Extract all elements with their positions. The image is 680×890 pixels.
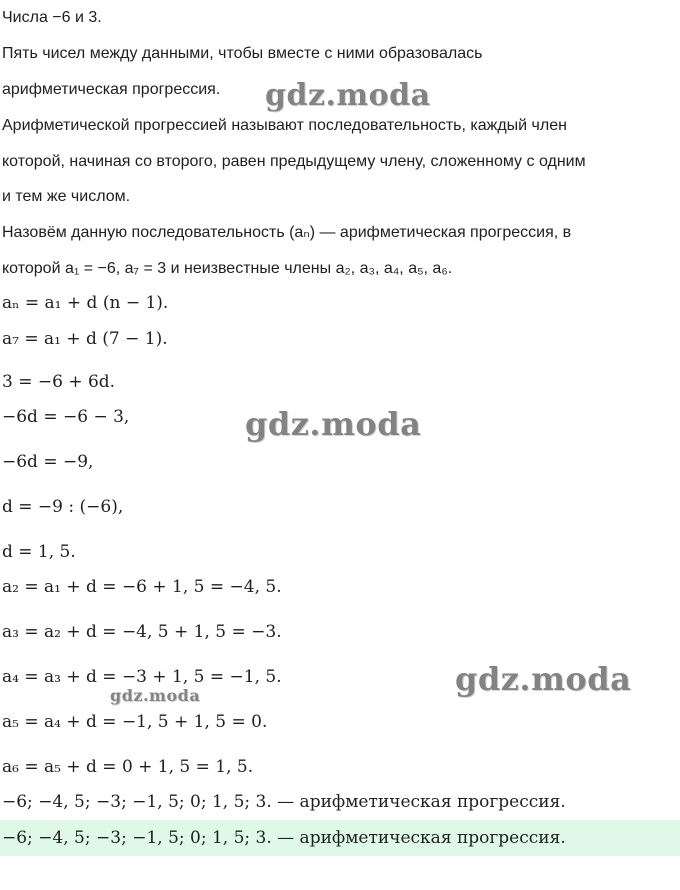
watermark-logo: gdz.moda	[455, 660, 632, 698]
text-line: и тем же числом.	[2, 188, 131, 205]
text-line: которой, начиная со второго, равен предыдущему члену, сложенному с одним	[2, 153, 586, 170]
text-line: Пять чисел между данными, чтобы вместе с ними образовалась	[2, 45, 483, 62]
text-line: Назовём данную последовательность (aₙ) — арифметическая прогрессия, в	[2, 224, 572, 241]
text-line: которой a₁ = −6, a₇ = 3 и неизвестные члены a₂, a₃, a₄, a₅, a₆.	[2, 260, 453, 277]
text-line: арифметическая прогрессия.	[2, 81, 221, 98]
formula-line: −6d = −9,	[2, 452, 94, 472]
formula-line: d = 1, 5.	[2, 542, 76, 562]
formula-line: a₂ = a₁ + d = −6 + 1, 5 = −4, 5.	[2, 577, 282, 597]
formula-line: a₃ = a₂ + d = −4, 5 + 1, 5 = −3.	[2, 622, 282, 642]
formula-line: a₅ = a₄ + d = −1, 5 + 1, 5 = 0.	[2, 712, 268, 732]
watermark-logo: gdz.moda	[110, 686, 201, 705]
formula-line: 3 = −6 + 6d.	[2, 372, 116, 392]
formula-line: d = −9 : (−6),	[2, 497, 124, 517]
watermark-logo: gdz.moda	[265, 78, 431, 113]
formula-line: aₙ = a₁ + d (n − 1).	[2, 293, 169, 313]
text-line: Числа −6 и 3.	[2, 9, 102, 26]
answer-text: −6; −4, 5; −3; −1, 5; 0; 1, 5; 3. — арифметическая прогрессия.	[2, 828, 566, 848]
text-line: Арифметической прогрессией называют последовательность, каждый член	[2, 117, 567, 134]
formula-line: −6d = −6 − 3,	[2, 407, 130, 427]
formula-line: a₇ = a₁ + d (7 − 1).	[2, 329, 168, 349]
formula-line: a₄ = a₃ + d = −3 + 1, 5 = −1, 5.	[2, 667, 282, 687]
watermark-logo: gdz.moda	[245, 405, 422, 443]
conclusion-line: −6; −4, 5; −3; −1, 5; 0; 1, 5; 3. — арифметическая прогрессия.	[2, 792, 566, 812]
answer-box	[0, 820, 680, 856]
formula-line: a₆ = a₅ + d = 0 + 1, 5 = 1, 5.	[2, 757, 254, 777]
